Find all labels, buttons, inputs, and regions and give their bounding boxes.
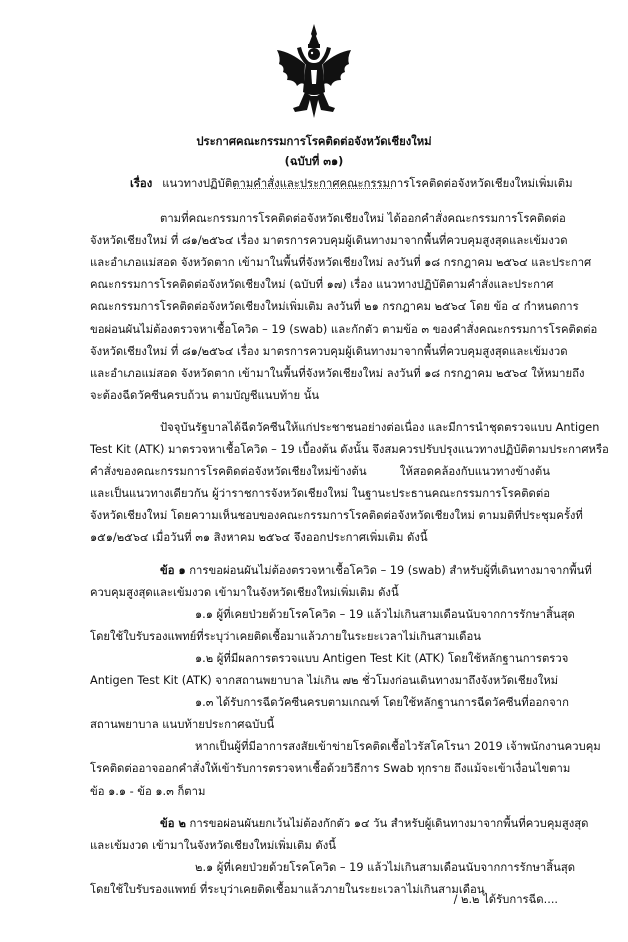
body-text-line bbox=[90, 443, 609, 457]
line-text: จังหวัดเชียงใหม่ ที่ ๘๑/๒๕๖๔ เรื่อง มาตรการควบคุมผู้เดินทางมาจากพื้นที่ควบคุมสูงสุดและเข้มงวด bbox=[90, 234, 568, 248]
body-text-line bbox=[90, 860, 576, 875]
body-text-line bbox=[90, 420, 600, 435]
line-text: โดยใช้ใบรับรองแพทย์ที่ระบุว่าเคยติดเชื้อมาแล้วภายในระยะเวลาไม่เกินสามเดือน bbox=[90, 629, 481, 643]
body-text-line bbox=[90, 344, 568, 359]
line-text: และเข้มงวด เข้ามาในจังหวัดเชียงใหม่เพิ่มเติม ดังนี้ bbox=[90, 838, 336, 852]
body-text-line bbox=[90, 762, 571, 776]
body-text-line bbox=[90, 586, 550, 600]
line-text: การขอผ่อนผันไม่ต้องตรวจหาเชื้อโควิด – 19 (swab) สำหรับผู้ที่เดินทางมาจากพื้นที่ bbox=[189, 563, 592, 577]
line-text: ๑.๒ ผู้ที่มีผลการตรวจแบบ Antigen Test Kit (ATK) โดยใช้หลักฐานการตรวจ bbox=[195, 651, 569, 665]
line-text: ควบคุมสูงสุดและเข้มงวด เข้ามาในจังหวัดเชียงใหม่เพิ่มเติม ดังนี้ bbox=[90, 585, 399, 599]
line-text: ๑๕๑/๒๕๖๔ เมื่อวันที่ ๓๑ สิงหาคม ๒๕๖๔ จึงออกประกาศเพิ่มเติม ดังนี้ bbox=[90, 531, 428, 545]
line-text: Test Kit (ATK) มาตรวจหาเชื้อโควิด – 19 เบื้องต้น ดังนั้น จึงสมควรปรับปรุงแนวทางปฏิบัติตามประกาศหรือ bbox=[90, 443, 609, 456]
body-text-line bbox=[90, 465, 550, 479]
body-text-line bbox=[90, 322, 598, 337]
body-text-line bbox=[90, 696, 569, 710]
subject-text: แนวทางปฏิบัติตามคำสั่งและประกาศคณะกรรมการโรคติดต่อจังหวัดเชียงใหม่เพิ่มเติม bbox=[162, 177, 573, 190]
line-text: และอำเภอแม่สอด จังหวัดตาก เข้ามาในพื้นที่จังหวัดเชียงใหม่ ลงวันที่ ๑๘ กรกฎาคม ๒๕๖๔ ให้หมายถึง bbox=[90, 366, 585, 380]
body-text-line bbox=[90, 487, 550, 501]
line-text: ตามที่คณะกรรมการโรคติดต่อจังหวัดเชียงใหม่ ได้ออกคำสั่งคณะกรรมการโรคติดต่อ bbox=[160, 212, 566, 225]
announcement-subject bbox=[130, 174, 573, 192]
line-text: คณะกรรมการโรคติดต่อจังหวัดเชียงใหม่ (ฉบับที่ ๑๗) เรื่อง แนวทางปฏิบัติตามคำสั่งและประกาศ bbox=[90, 278, 554, 292]
line-text: Antigen Test Kit (ATK) จากสถานพยาบาล ไม่เกิน ๗๒ ชั่วโมงก่อนเดินทางมาถึงจังหวัดเชียงใหม่ bbox=[90, 674, 559, 687]
body-text-line bbox=[90, 785, 550, 799]
body-text-line bbox=[90, 740, 601, 754]
line-text: และอำเภอแม่สอด จังหวัดตาก เข้ามาในพื้นที่จังหวัดเชียงใหม่ ลงวันที่ ๑๘ กรกฎาคม ๒๕๖๔ และประกาศ bbox=[90, 256, 592, 270]
body-text-line bbox=[90, 212, 566, 226]
title-divider bbox=[234, 188, 392, 189]
line-text: ปัจจุบันรัฐบาลได้ฉีดวัคซีนให้แก่ประชาชนอย่างต่อเนื่อง และมีการนำชุดตรวจแบบ Antigen bbox=[160, 420, 600, 434]
subject-label: เรื่อง bbox=[130, 177, 153, 190]
line-text: และเป็นแนวทางเดียวกัน ผู้ว่าราชการจังหวัดเชียงใหม่ ในฐานะประธานคณะกรรมการโรคติดต่อ bbox=[90, 487, 550, 501]
announcement-title: ประกาศคณะกรรมการโรคติดต่อจังหวัดเชียงใหม่ bbox=[196, 135, 432, 148]
body-text-line bbox=[90, 300, 579, 314]
line-text: จะต้องฉีดวัคซีนครบถ้วน ตามบัญชีแนบท้าย นั้น bbox=[90, 388, 320, 402]
body-text-line bbox=[90, 366, 585, 381]
line-text: ๒.๑ ผู้ที่เคยป่วยด้วยโรคโควิด – 19 แล้วไม่เกินสามเดือนนับจากการรักษาสิ้นสุด bbox=[195, 860, 576, 874]
body-text-line bbox=[90, 651, 569, 666]
body-text-line bbox=[90, 234, 568, 248]
page-continuation: / ๒.๒ ได้รับการฉีด.... bbox=[453, 893, 558, 906]
clause-heading-line bbox=[90, 563, 592, 578]
body-text-line bbox=[90, 674, 559, 688]
line-text: ๑.๑ ผู้ที่เคยป่วยด้วยโรคโควิด – 19 แล้วไม่เกินสามเดือนนับจากการรักษาสิ้นสุด bbox=[195, 607, 575, 621]
body-text-line bbox=[90, 839, 550, 853]
line-text: โรคติดต่ออาจออกคำสั่งให้เข้ารับการตรวจหาเชื้อด้วยวิธีการ Swab ทุกราย ถึงแม้จะเข้าเงื่อนไขตาม bbox=[90, 762, 571, 776]
line-text: ข้อ ๑.๑ - ข้อ ๑.๓ ก็ตาม bbox=[90, 784, 206, 798]
line-text: จังหวัดเชียงใหม่ โดยความเห็นชอบของคณะกรรมการโรคติดต่อจังหวัดเชียงใหม่ ตามมติที่ประชุมครั้งที่ bbox=[90, 509, 583, 523]
line-text: คณะกรรมการโรคติดต่อจังหวัดเชียงใหม่เพิ่มเติม ลงวันที่ ๒๑ กรกฎาคม ๒๕๖๔ โดย ข้อ ๔ กำหนดการ bbox=[90, 300, 579, 314]
body-text-line bbox=[90, 509, 583, 523]
clause-label: ข้อ ๒ bbox=[160, 816, 186, 830]
clause-heading-line bbox=[90, 816, 589, 831]
body-text-line bbox=[90, 531, 550, 545]
line-text: หากเป็นผู้ที่มีอาการสงสัยเข้าข่ายโรคติดเชื้อไวรัสโคโรนา 2019 เจ้าพนักงานควบคุม bbox=[195, 740, 601, 754]
garuda-emblem-icon bbox=[271, 22, 357, 122]
body-text-line bbox=[90, 718, 550, 732]
line-text: จังหวัดเชียงใหม่ ที่ ๘๑/๒๕๖๔ เรื่อง มาตรการควบคุมผู้เดินทางมาจากพื้นที่ควบคุมสูงสุดและเข้มงวด bbox=[90, 344, 568, 358]
body-text-line bbox=[90, 256, 592, 270]
clause-label: ข้อ ๑ bbox=[160, 563, 186, 577]
body-text-line bbox=[90, 278, 554, 292]
announcement-issue-number: (ฉบับที่ ๓๑) bbox=[284, 155, 344, 168]
body-text-line bbox=[90, 607, 575, 622]
line-text: คำสั่งของคณะกรรมการโรคติดต่อจังหวัดเชียงใหม่ข้างต้น ให้สอดคล้องกับแนวทางข้างต้น bbox=[90, 465, 550, 479]
body-text-line bbox=[90, 630, 550, 644]
body-text-line bbox=[90, 389, 550, 403]
line-text: ขอผ่อนผันไม่ต้องตรวจหาเชื้อโควิด – 19 (swab) และกักตัว ตามข้อ ๓ ของคำสั่งคณะกรรมการโรคติดต่อ bbox=[90, 322, 598, 336]
line-text: โดยใช้ใบรับรองแพทย์ ที่ระบุว่าเคยติดเชื้อมาแล้วภายในระยะเวลาไม่เกินสามเดือน bbox=[90, 882, 485, 896]
line-text: การขอผ่อนผันยกเว้นไม่ต้องกักตัว ๑๔ วัน สำหรับผู้เดินทางมาจากพื้นที่ควบคุมสูงสุด bbox=[189, 816, 589, 830]
line-text: สถานพยาบาล แนบท้ายประกาศฉบับนี้ bbox=[90, 718, 275, 732]
line-text: ๑.๓ ได้รับการฉีดวัคซีนครบตามเกณฑ์ โดยใช้หลักฐานการฉีดวัคซีนที่ออกจาก bbox=[195, 696, 569, 710]
